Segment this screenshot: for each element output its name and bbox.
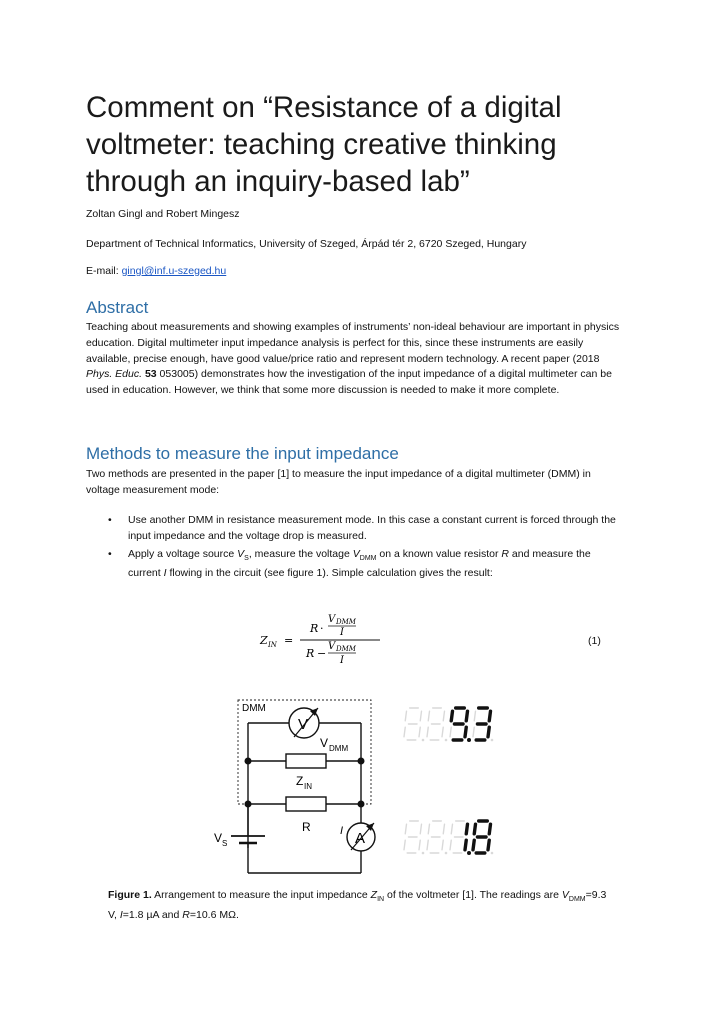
methods-heading: Methods to measure the input impedance — [86, 444, 399, 463]
decimal-point — [445, 739, 448, 742]
seven-segment-digit — [427, 708, 445, 740]
seven-segment-digit — [404, 708, 422, 740]
svg-text:R: R — [306, 647, 315, 660]
r-resistor — [286, 797, 326, 811]
display-top-reading — [404, 708, 493, 742]
decimal-point — [467, 851, 471, 855]
seven-segment-digit — [473, 708, 491, 740]
svg-text:−: − — [317, 647, 327, 660]
svg-text:R: R — [310, 622, 319, 635]
seven-segment-digit — [427, 821, 445, 853]
svg-text:A: A — [355, 830, 366, 847]
figure-1-circuit — [198, 690, 528, 880]
zin-resistor — [286, 754, 326, 768]
svg-text:I: I — [340, 627, 344, 638]
svg-text:DMM: DMM — [336, 645, 356, 653]
decimal-point — [422, 739, 425, 742]
zin-label: Z — [296, 774, 304, 788]
display-bottom-reading — [404, 821, 493, 855]
vs-label: V — [214, 831, 223, 845]
equation-1 — [258, 612, 408, 670]
svg-text:IN: IN — [304, 782, 312, 791]
seven-segment-digit — [404, 821, 422, 853]
svg-text:V: V — [298, 716, 309, 733]
figure-caption: Figure 1. Arrangement to measure the input impedance $Z_{IN}$ of the voltmeter [1]. The readings are $V_{DMM}=9.3$ V, I=1.8 µA and R=10.6 MΩ. — [108, 889, 607, 921]
decimal-point — [491, 852, 494, 855]
email-link[interactable]: gingl@inf.u-szeged.hu — [121, 265, 227, 277]
seven-segment-digit — [450, 708, 468, 740]
svg-text:DMM: DMM — [329, 744, 349, 753]
list-item: • Apply a voltage source $V_S$, measure the voltage $V_{DMM}$ on a known value resistor R and measure the current I flowing in the circuit (see figure 1). Simple calculation gives the result: — [108, 547, 591, 580]
email-label: E-mail: — [86, 265, 122, 277]
dmm-box-label: DMM — [242, 703, 266, 714]
decimal-point — [422, 852, 425, 855]
svg-text:Z: Z — [260, 634, 268, 647]
methods-list — [106, 513, 616, 584]
abstract-text: Teaching about measurements and showing examples of instruments’ non-ideal behaviour are important in physics education. Digital multimeter input impedance analysis is perfect for this, since these instruments are easily available, precise enough, have good value/price ratio and represent modern technology. A recent paper (2018 Phys. Educ. 53 053005) demonstrates how the investigation of the input impedance of a digital multimeter can be used in education. However, we think that some more discussion is needed to make it more complete. — [86, 321, 620, 397]
seven-segment-digit — [450, 821, 468, 853]
authors: Zoltan Gingl and Robert Mingesz — [86, 208, 240, 220]
affiliation: Department of Technical Informatics, University of Szeged, Árpád tér 2, 6720 Szeged, Hungary — [86, 238, 527, 250]
svg-text:V: V — [328, 614, 336, 625]
svg-text:·: · — [320, 622, 324, 635]
methods-intro: Two methods are presented in the paper [1] to measure the input impedance of a digital multimeter (DMM) in voltage measurement mode: — [86, 468, 591, 496]
abstract-heading: Abstract — [86, 298, 149, 317]
equation-number: (1) — [588, 635, 601, 647]
list-item: • Use another DMM in resistance measurement mode. In this case a constant current is forced through the input impedance and the voltage drop is measured. — [108, 514, 616, 542]
svg-text:V: V — [328, 641, 336, 652]
seven-segment-digit — [473, 821, 491, 853]
svg-text:DMM: DMM — [336, 618, 356, 626]
svg-text:IN: IN — [268, 641, 277, 649]
svg-text:=: = — [284, 634, 294, 647]
paper-title: Comment on “Resistance of a digital voltmeter: teaching creative thinking through an inquiry-based lab” — [86, 91, 562, 198]
decimal-point — [445, 852, 448, 855]
decimal-point — [467, 738, 471, 742]
email-line — [86, 265, 226, 277]
i-label: I — [340, 825, 344, 837]
svg-text:S: S — [222, 839, 228, 848]
svg-text:I: I — [340, 655, 344, 666]
decimal-point — [491, 739, 494, 742]
r-label: R — [302, 820, 311, 834]
vdmm-label: V — [320, 736, 329, 750]
